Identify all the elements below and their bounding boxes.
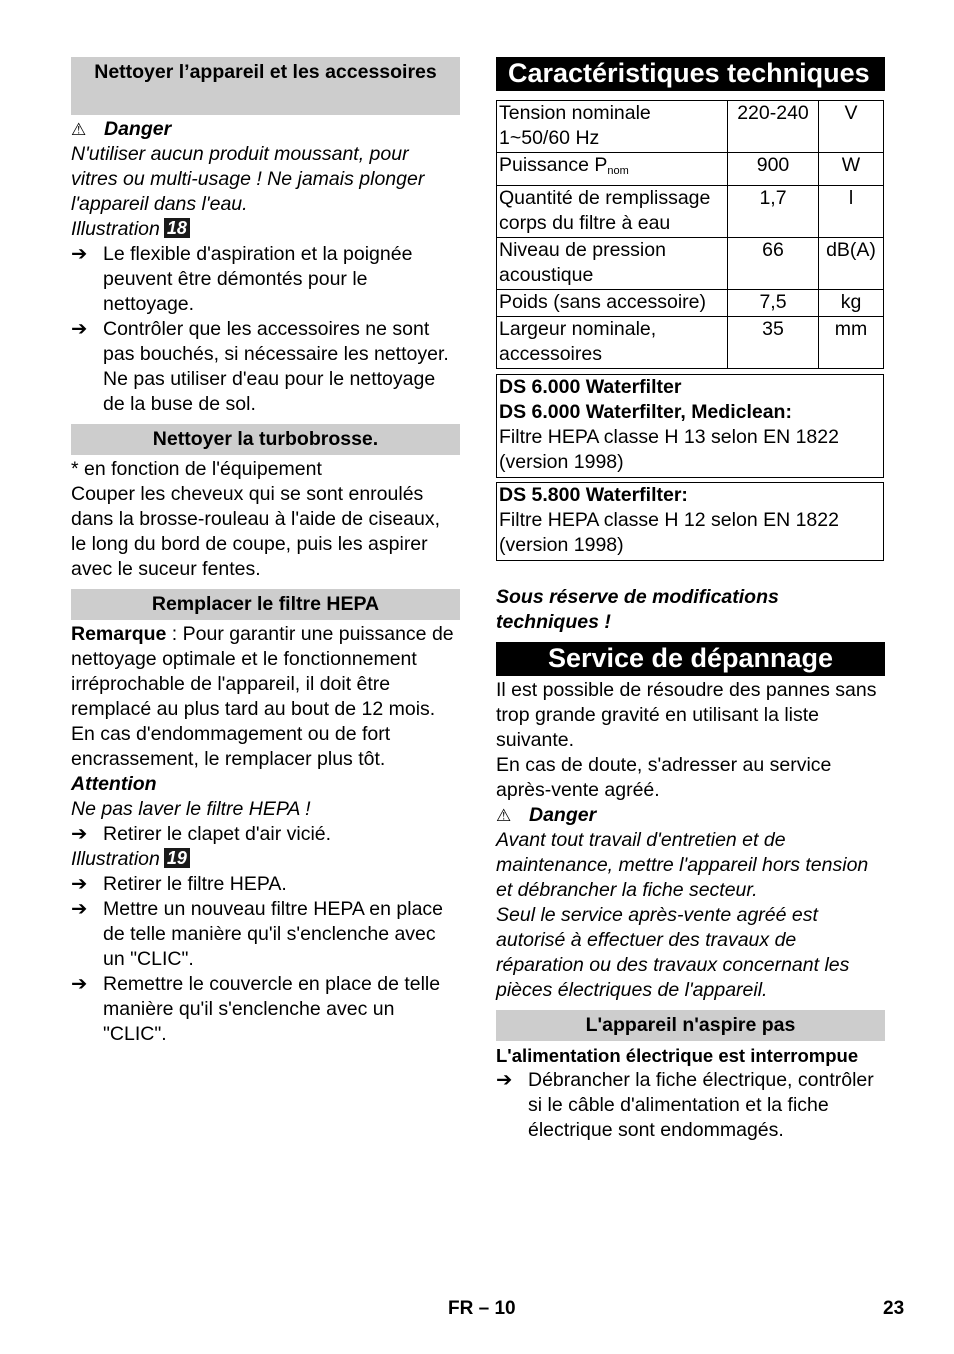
turbobrush-text: Couper les cheveux qui se sont enroulés dans la brosse-rouleau à l'aide de ciseaux, le long du bord de coupe, puis les aspirer avec le suceur fentes. <box>71 483 441 580</box>
arrow-right-icon: ➔ <box>71 823 88 845</box>
arrow-right-icon: ➔ <box>71 898 88 920</box>
equipment-note: * en fonction de l'équipement <box>71 458 322 480</box>
bullet-list-clean <box>71 242 460 417</box>
arrow-right-icon: ➔ <box>71 243 88 265</box>
illustration-number-badge: 18 <box>164 218 190 238</box>
section-heading-turbobrush: Nettoyer la turbobrosse. <box>71 424 460 455</box>
section-heading-clean-appliance: Nettoyer l’appareil et les accessoires <box>71 57 460 115</box>
left-column <box>71 57 460 1047</box>
table-row: Quantité de remplissage corps du filtre à eau 1,7 l <box>497 186 884 238</box>
filter-info-box-ds6000: DS 6.000 Waterfilter DS 6.000 Waterfilter, Mediclean: Filtre HEPA classe H 13 selon EN 1822 (version 1998) <box>496 374 884 478</box>
list-item: ➔ Le flexible d'aspiration et la poignée peuvent être démontés pour le nettoyage. <box>71 243 413 315</box>
list-item: ➔ Mettre un nouveau filtre HEPA en place de telle manière qu'il s'enclenche avec un "CLIC". <box>71 898 444 970</box>
section-heading-hepa: Remplacer le filtre HEPA <box>71 589 460 620</box>
section-heading-troubleshooting: Service de dépannage <box>496 642 885 676</box>
illustration-number-badge: 19 <box>164 848 190 868</box>
list-item: ➔ Remettre le couvercle en place de telle manière qu'il s'enclenche avec un "CLIC". <box>71 973 441 1045</box>
service-paragraph-2: En cas de doute, s'adresser au service après-vente agréé. <box>496 754 832 801</box>
illustration-ref-19: Illustration 19 <box>71 847 460 872</box>
bullet-list-hepa <box>71 872 460 1047</box>
section-heading-tech-specs: Caractéristiques techniques <box>496 57 885 91</box>
danger-notice: ⚠ Danger <box>71 118 172 140</box>
list-item: ➔ Retirer le clapet d'air vicié. <box>71 823 332 845</box>
right-column <box>496 57 885 1143</box>
cause-heading: L'alimentation électrique est interrompue <box>496 1045 859 1066</box>
spec-table <box>496 100 884 369</box>
warning-triangle-icon: ⚠ <box>496 806 512 825</box>
remark-paragraph: Remarque : Pour garantir une puissance de nettoyage optimale et le fonctionnement irréprochable de l'appareil, il doit être remplacé au plus tard au bout de 12 mois. En cas d'endommagement ou de fort encrassement, le remplacer plus tôt. <box>71 623 454 770</box>
table-row: Niveau de pression acoustique 66 dB(A) <box>497 238 884 290</box>
table-row: Poids (sans accessoire) 7,5 kg <box>497 290 884 317</box>
table-row: Largeur nominale, accessoires 35 mm <box>497 317 884 369</box>
page-number: 23 <box>883 1298 905 1319</box>
danger-text: Avant tout travail d'entretien et de maintenance, mettre l'appareil hors tension et débrancher la fiche secteur. <box>496 829 869 901</box>
service-paragraph-1: Il est possible de résoudre des pannes sans trop grande gravité en utilisant la liste suivante. <box>496 679 877 751</box>
attention-label: Attention <box>71 773 157 795</box>
warning-triangle-icon: ⚠ <box>71 120 87 139</box>
reserve-note: Sous réserve de modifications techniques ! <box>496 586 779 633</box>
arrow-right-icon: ➔ <box>71 318 88 340</box>
list-item: ➔ Contrôler que les accessoires ne sont pas bouchés, si nécessaire les nettoyer. Ne pas utiliser d'eau pour le nettoyage de la buse de sol. <box>71 318 449 415</box>
section-heading-no-suction: L'appareil n'aspire pas <box>496 1010 885 1041</box>
list-item: ➔ Retirer le filtre HEPA. <box>71 873 287 895</box>
table-row: Tension nominale 1~50/60 Hz 220-240 V <box>497 101 884 153</box>
danger-text: Seul le service après-vente agréé est autorisé à effectuer des travaux de réparation ou des travaux concernant les pièces électriques de l'appareil. <box>496 904 850 1001</box>
table-row: Puissance $P_{nom}$ 900 W <box>497 153 884 186</box>
danger-text: N'utiliser aucun produit moussant, pour vitres ou multi-usage ! Ne jamais plonger l'appareil dans l'eau. <box>71 143 425 215</box>
arrow-right-icon: ➔ <box>496 1069 513 1091</box>
danger-notice: ⚠ Danger <box>496 804 597 826</box>
illustration-ref-18: Illustration 18 <box>71 217 460 242</box>
attention-text: Ne pas laver le filtre HEPA ! <box>71 798 311 820</box>
section-page-label: FR – 10 <box>448 1298 516 1319</box>
arrow-right-icon: ➔ <box>71 973 88 995</box>
list-item: ➔ Débrancher la fiche électrique, contrôler si le câble d'alimentation et la fiche électrique sont endommagés. <box>496 1069 874 1141</box>
filter-info-box-ds5800: DS 5.800 Waterfilter: Filtre HEPA classe H 12 selon EN 1822 (version 1998) <box>496 482 884 561</box>
arrow-right-icon: ➔ <box>71 873 88 895</box>
